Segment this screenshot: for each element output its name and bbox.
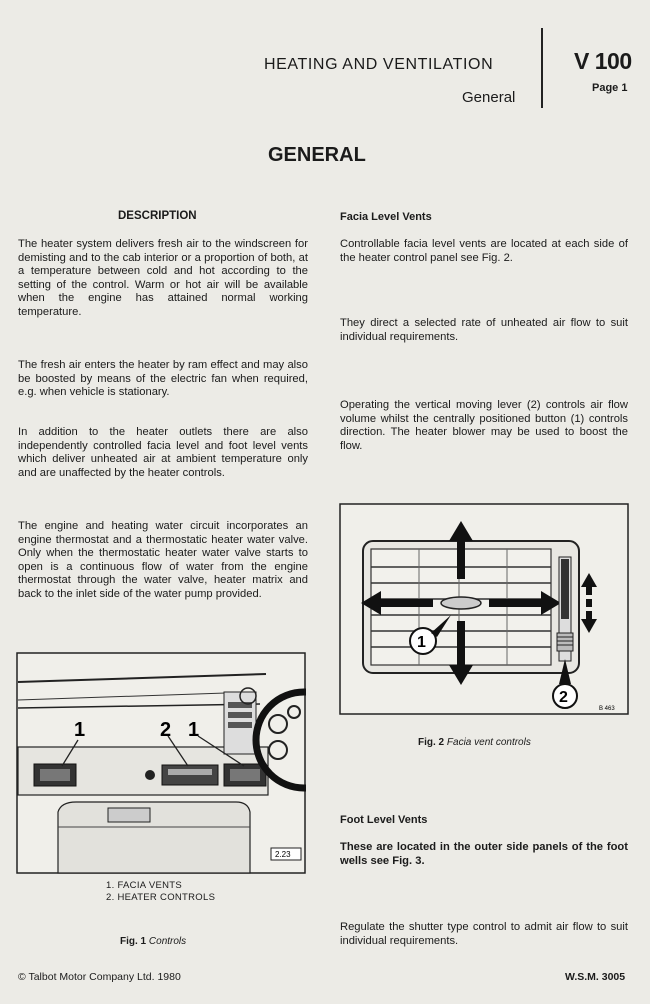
figure-2-illustration bbox=[339, 503, 629, 715]
facia-vents-paragraph-2: They direct a selected rate of unheated air flow to suit individual requirements. bbox=[340, 317, 628, 343]
fig1-ref: 2.23 bbox=[275, 850, 291, 859]
description-paragraph-1: The heater system delivers fresh air to the windscreen for demisting and to the cab interior or a proportion of both, at a temperature between cold and hot according to the setting of the control. Warm or hot air will be available when the engine has attained normal working temperature. bbox=[18, 238, 308, 318]
page-title: GENERAL bbox=[268, 144, 366, 166]
fig2-ref: B 463 bbox=[599, 706, 615, 712]
fig2-caption-number: Fig. 2 bbox=[418, 737, 445, 748]
fig1-caption-number: Fig. 1 bbox=[120, 936, 147, 947]
fig2-caption-text: Facia vent controls bbox=[446, 737, 531, 748]
fig2-callout-1: 1 bbox=[417, 634, 426, 651]
description-heading: DESCRIPTION bbox=[118, 210, 197, 222]
description-paragraph-4: The engine and heating water circuit incorporates an engine thermostat and a thermostatic heater water valve. Only when the thermostatic heater water valve starts to open is a continuous flow of water from the engine thermostat through the water valve, heater matrix and back to the inlet side of the water pump provided. bbox=[18, 520, 308, 600]
fig1-callout-1b: 1 bbox=[188, 719, 200, 741]
facia-vents-paragraph-1: Controllable facia level vents are located at each side of the heater control panel see Fig. 2. bbox=[340, 238, 628, 264]
fig1-legend-1: 1. FACIA VENTS bbox=[106, 880, 183, 891]
subsection-title: General bbox=[462, 89, 516, 106]
page-number: Page 1 bbox=[592, 82, 628, 94]
fig1-callout-2: 2 bbox=[160, 719, 172, 741]
document-reference: W.S.M. 3005 bbox=[565, 971, 626, 983]
foot-vents-heading: Foot Level Vents bbox=[340, 814, 428, 826]
foot-vents-paragraph-2: Regulate the shutter type control to admit air flow to suit individual requirements. bbox=[340, 921, 628, 947]
fig1-caption-text: Controls bbox=[148, 936, 187, 947]
description-paragraph-3: In addition to the heater outlets there are also independently controlled facia level and foot level vents which deliver unheated air at ambient temperature only and are unaffected by the heater controls. bbox=[18, 426, 308, 479]
fig2-callout-2: 2 bbox=[559, 689, 568, 706]
fig1-callout-1a: 1 bbox=[74, 719, 86, 741]
figure-1-illustration bbox=[16, 652, 306, 874]
section-code: V 100 bbox=[574, 48, 632, 74]
header-divider bbox=[541, 28, 543, 108]
foot-vents-paragraph-1: These are located in the outer side panels of the foot wells see Fig. 3. bbox=[340, 841, 628, 867]
fig1-legend-2: 2. HEATER CONTROLS bbox=[106, 892, 216, 903]
fig2-caption bbox=[418, 737, 531, 748]
fig1-caption bbox=[120, 936, 186, 947]
description-paragraph-2: The fresh air enters the heater by ram effect and may also be boosted by means of the electric fan when required, e.g. when vehicle is stationary. bbox=[18, 359, 308, 399]
facia-vents-paragraph-3: Operating the vertical moving lever (2) controls air flow volume whilst the centrally positioned button (1) controls direction. The heater blower may be used to boost the flow. bbox=[340, 399, 628, 452]
copyright: © Talbot Motor Company Ltd. 1980 bbox=[18, 971, 181, 983]
facia-vents-heading: Facia Level Vents bbox=[340, 211, 432, 223]
section-title: HEATING AND VENTILATION bbox=[264, 56, 494, 73]
